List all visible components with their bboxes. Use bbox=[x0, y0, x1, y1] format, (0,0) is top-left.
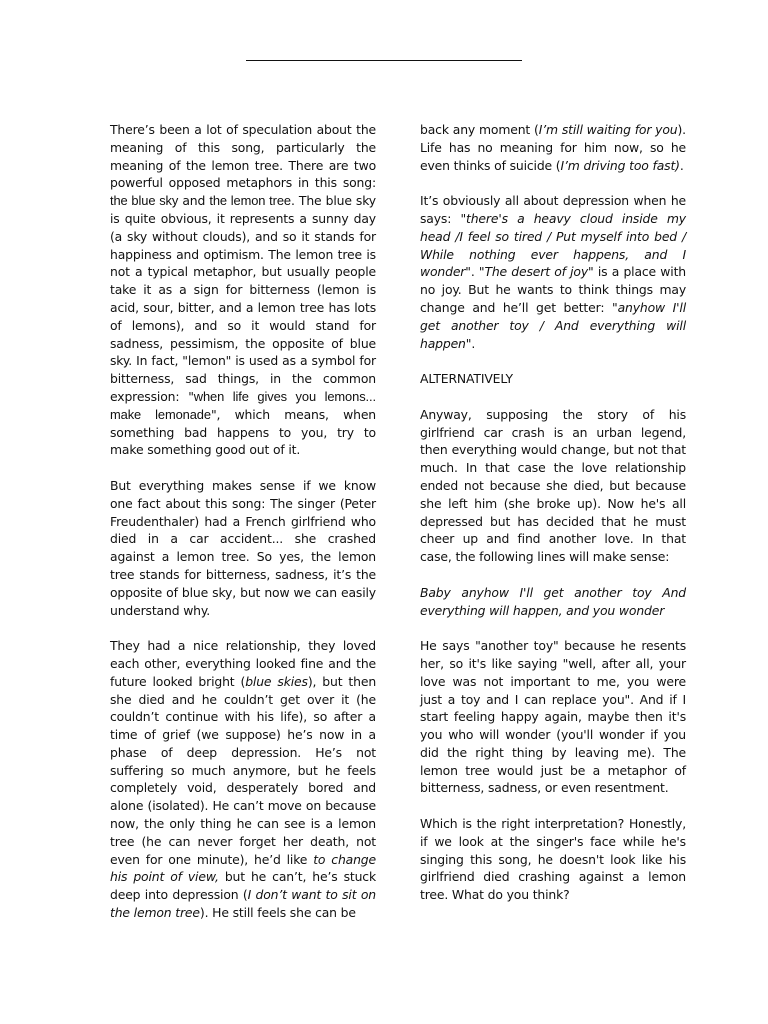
text-run: ". bbox=[465, 335, 476, 351]
paragraph-singer-fact: But everything makes sense if we know one fact about this song: The singer (Peter Freudenthaler) had a French girlfriend who died in a car accident... she crashed against a lemon tree. So yes, the lemon tree stands for bitterness, sadness, it’s the opposite of blue sky, but now we can easily understand why. bbox=[110, 477, 376, 618]
paragraph-another-toy: He says "another toy" because he resents her, so it's like saying "well, after all, your love was not important to me, you were just a toy and I can replace you". And if I start feeling happy again, maybe then it's you who will wonder (you'll wonder if you did the right thing by leaving me). The lemon tree would just be a metaphor of bitterness, sadness, or even resentment. bbox=[420, 638, 686, 796]
italic-quote: to change his point of view, bbox=[110, 851, 376, 885]
text-run: It’s obviously all about depression when he says: " bbox=[420, 193, 686, 226]
italic-quote: I’m driving too fast) bbox=[560, 157, 680, 173]
paragraph-metaphors bbox=[110, 121, 376, 459]
lyrics-quote: Baby anyhow I'll get another toy And everything will happen, and you wonder bbox=[420, 584, 686, 618]
text-run: . bbox=[679, 157, 684, 173]
text-run: but he can’t, he’s stuck deep into depression ( bbox=[110, 869, 376, 903]
paragraph-alternative: Anyway, supposing the story of his girlfriend car crash is an urban legend, then everything would change, but not that much. In that case the love relationship ended not because she died, but because she left him (she broke up). Now he's all depressed but has decided that he must cheer up and find another love. In that case, the following lines will make sense: bbox=[420, 406, 686, 565]
italic-quote: The desert of joy bbox=[484, 264, 589, 280]
text-run: ), but then she died and he couldn’t get over it (he couldn’t continue with his life), so after a time of grief (we suppose) he’s now in a phase of deep depression. He’s not suffering so much anymore, but he feels completely void, desperately bored and alone (isolated). He can’t move on because now, the only thing he can see is a lemon tree (he can never forget her death, not even for one minute), he’d like bbox=[110, 673, 377, 867]
paragraph-depression bbox=[420, 192, 686, 352]
italic-quote: anyhow I'll get another toy / And everything will happen bbox=[420, 299, 686, 351]
text-run: ). He still feels she can be bbox=[199, 905, 356, 921]
text-run: They had a nice relationship, they loved each other, everything looked fine and the future looked bright ( bbox=[110, 638, 376, 689]
right-column bbox=[420, 121, 686, 922]
text-run: There’s been a lot of speculation about the meaning of this song, particularly the meaning of the lemon tree. There are two powerful opposed metaphors in this song: bbox=[110, 122, 376, 191]
left-column bbox=[110, 121, 376, 940]
text-run: and bbox=[178, 193, 210, 209]
italic-quote: there's a heavy cloud inside my head /I feel so tired / Put myself into bed / While nothing ever happens, and I wonder bbox=[420, 210, 686, 280]
key-phrase-lemon-tree: the lemon tree bbox=[209, 193, 291, 209]
key-phrase-blue-sky: the blue sky bbox=[110, 193, 179, 209]
text-run: ). Life has no meaning for him now, so he even thinks of suicide ( bbox=[420, 122, 686, 173]
paragraph-conclusion: Which is the right interpretation? Honestly, if we look at the singer's face while he's singing this song, he doesn't look like his girlfriend died crashing against a lemon tree. What do you think? bbox=[420, 816, 686, 903]
italic-quote: I’m still waiting for you bbox=[538, 122, 678, 137]
italic-quote: blue skies bbox=[245, 673, 308, 689]
text-run: ". " bbox=[465, 264, 485, 280]
text-run: ", which means, when something bad happens to you, try to make something good out of it. bbox=[110, 406, 377, 458]
italic-quote: I don’t want to sit on the lemon tree bbox=[110, 887, 376, 921]
paragraph-relationship bbox=[110, 637, 376, 922]
text-run: back any moment ( bbox=[420, 122, 539, 137]
key-phrase-lemonade: when life gives you lemons... make lemonade bbox=[110, 388, 376, 422]
section-heading: ALTERNATIVELY bbox=[420, 371, 513, 387]
paragraph-waiting bbox=[420, 121, 686, 174]
text-run: . The blue sky is quite obvious, it represents a sunny day (a sky without clouds), and so it stands for happiness and optimism. The lemon tree is not a typical metaphor, but usually people take it as a sign for bitterness (lemon is acid, sour, bitter, and a lemon tree has lots of lemons), and so it would stand for sadness, pessimism, the opposite of blue sky. In fact, "lemon" is used as a symbol for bitterness, sad things, in the common expression: " bbox=[110, 193, 376, 404]
top-divider-line bbox=[246, 60, 522, 61]
text-run: " is a place with no joy. But he wants to think things may change and he’ll get better: " bbox=[420, 264, 686, 315]
